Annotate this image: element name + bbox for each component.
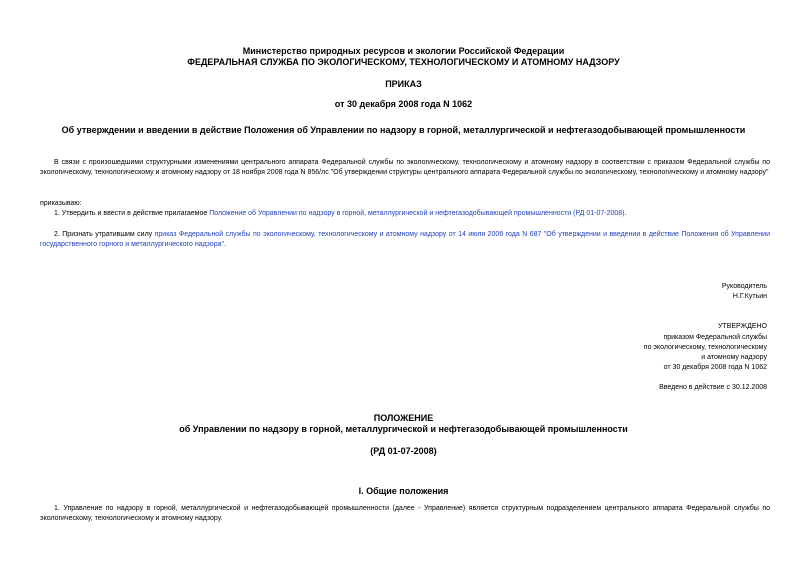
item-1-suffix: .: [624, 210, 627, 217]
approval-line-2: по экологическому, технологическому: [643, 344, 767, 351]
preamble-paragraph: В связи с произошедшими структурными изменениями центрального аппарата Федеральной службы по экологическому, технологическому и атомному надзору в соответствии с приказом Федеральной службы по экологическому, технологическому и атомному надзору от 18 ноября 2008 года N 856/лс "Об утверждении структуры центрального аппарата Федеральной службы по экологическому, технологическому и атомному надзору": [40, 159, 770, 176]
approval-line-3: и атомному надзору: [701, 354, 767, 361]
regulation-title: ПОЛОЖЕНИЕ: [373, 413, 434, 423]
effective-date: Введено в действие с 30.12.2008: [659, 384, 767, 391]
approval-heading: УТВЕРЖДЕНО: [717, 323, 767, 330]
regulation-subtitle: об Управлении по надзору в горной, металлургической и нефтегазодобывающей промышленности: [179, 424, 628, 434]
order-word: приказываю:: [40, 200, 82, 207]
signer-role: Руководитель: [721, 283, 767, 290]
approval-line-4: от 30 декабря 2008 года N 1062: [663, 364, 767, 371]
item-2: [40, 230, 770, 250]
doc-type: ПРИКАЗ: [385, 79, 422, 89]
doc-date-number: от 30 декабря 2008 года N 1062: [334, 99, 473, 109]
section-1-title: I. Общие положения: [358, 486, 449, 496]
service-name: ФЕДЕРАЛЬНАЯ СЛУЖБА ПО ЭКОЛОГИЧЕСКОМУ, ТЕХНОЛОГИЧЕСКОМУ И АТОМНОМУ НАДЗОРУ: [187, 57, 620, 67]
section-1-paragraph-1: 1. Управление по надзору в горной, металлургической и нефтегазодобывающей промышленности (далее - Управление) является структурным подразделением центрального аппарата Федеральной службы по экологическому, технологическому и атомному надзору.: [40, 505, 770, 522]
item-1-text: 1. Утвердить и ввести в действие прилагаемое: [54, 210, 210, 217]
doc-title: Об утверждении и введении в действие Положения об Управлении по надзору в горной, металлургической и нефтегазодобывающей промышленности: [61, 125, 746, 135]
item-1: [54, 209, 626, 219]
signer-name: Н.Г.Кутьин: [732, 293, 767, 300]
regulation-code: (РД 01-07-2008): [370, 446, 437, 456]
item-2-text: 2. Признать утратившим силу: [54, 231, 155, 238]
repealed-order-link[interactable]: приказ Федеральной службы по экологическому, технологическому и атомному надзору от 14 июля 2006 года N 687 "Об утверждении и введении в действие Положения об Управлении государственного горного и металлургического надзора": [40, 231, 770, 248]
item-2-suffix: .: [223, 241, 226, 248]
ministry-name: Министерство природных ресурсов и экологии Российской Федерации: [242, 46, 565, 56]
regulation-link[interactable]: Положение об Управлении по надзору в горной, металлургической и нефтегазодобывающей промышленности (РД 01-07-2008): [209, 210, 625, 217]
approval-line-1: приказом Федеральной службы: [663, 334, 767, 341]
